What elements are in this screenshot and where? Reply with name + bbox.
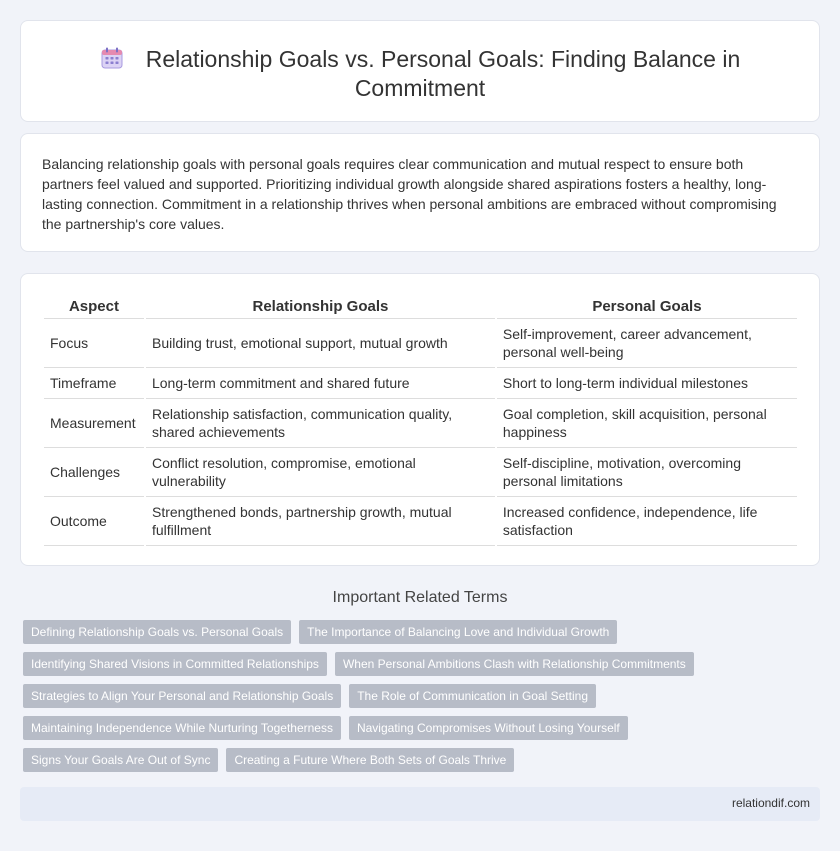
table-header-row [44, 296, 797, 319]
table-cell-relationship: Conflict resolution, compromise, emotional vulnerability [146, 448, 495, 497]
calendar-icon [100, 46, 124, 70]
table-cell-relationship: Long-term commitment and shared future [146, 368, 495, 399]
header-personal-goals: Personal Goals [497, 296, 797, 319]
table-row [44, 448, 797, 497]
intro-paragraph: Balancing relationship goals with personal goals requires clear communication and mutual respect to ensure both partners feel valued and supported. Prioritizing individual growth alongside shared aspirations fosters a healthy, long-lasting connection. Commitment in a relationship thrives when personal ambitions are embraced without compromising the partnership's core values. [42, 156, 777, 232]
related-term-tag[interactable]: Signs Your Goals Are Out of Sync [23, 748, 218, 772]
table-row [44, 399, 797, 448]
related-term-tag[interactable]: Creating a Future Where Both Sets of Goals Thrive [226, 748, 514, 772]
comparison-table-card [20, 273, 820, 566]
table-cell-aspect: Timeframe [44, 368, 144, 399]
related-term-tag[interactable]: Navigating Compromises Without Losing Yourself [349, 716, 628, 740]
table-cell-personal: Goal completion, skill acquisition, personal happiness [497, 399, 797, 448]
table-cell-personal: Short to long-term individual milestones [497, 368, 797, 399]
table-cell-aspect: Outcome [44, 497, 144, 546]
header-card [20, 20, 820, 122]
footer-site-link[interactable]: relationdif.com [731, 796, 810, 810]
comparison-table [42, 296, 799, 546]
table-cell-aspect: Focus [44, 319, 144, 368]
table-cell-relationship: Building trust, emotional support, mutual growth [146, 319, 495, 368]
page-title [61, 45, 779, 103]
related-terms-list [23, 620, 823, 772]
related-term-tag[interactable]: When Personal Ambitions Clash with Relationship Commitments [335, 652, 694, 676]
table-cell-personal: Self-improvement, career advancement, personal well-being [497, 319, 797, 368]
page-title-text: Relationship Goals vs. Personal Goals: Finding Balance in Commitment [145, 46, 741, 101]
related-term-tag[interactable]: The Role of Communication in Goal Setting [349, 684, 596, 708]
header-aspect: Aspect [44, 296, 144, 319]
related-term-tag[interactable]: Strategies to Align Your Personal and Relationship Goals [23, 684, 341, 708]
related-term-tag[interactable]: Defining Relationship Goals vs. Personal Goals [23, 620, 291, 644]
table-cell-aspect: Challenges [44, 448, 144, 497]
table-row [44, 497, 797, 546]
table-row [44, 368, 797, 399]
table-cell-aspect: Measurement [44, 399, 144, 448]
header-relationship-goals: Relationship Goals [146, 296, 495, 319]
related-term-tag[interactable]: The Importance of Balancing Love and Individual Growth [299, 620, 617, 644]
intro-card [20, 133, 820, 252]
table-cell-personal: Self-discipline, motivation, overcoming personal limitations [497, 448, 797, 497]
table-cell-relationship: Strengthened bonds, partnership growth, mutual fulfillment [146, 497, 495, 546]
table-cell-relationship: Relationship satisfaction, communication quality, shared achievements [146, 399, 495, 448]
related-terms-heading: Important Related Terms [332, 589, 508, 606]
related-term-tag[interactable]: Identifying Shared Visions in Committed Relationships [23, 652, 327, 676]
table-cell-personal: Increased confidence, independence, life satisfaction [497, 497, 797, 546]
related-term-tag[interactable]: Maintaining Independence While Nurturing Togetherness [23, 716, 341, 740]
table-row [44, 319, 797, 368]
footer [20, 787, 820, 821]
